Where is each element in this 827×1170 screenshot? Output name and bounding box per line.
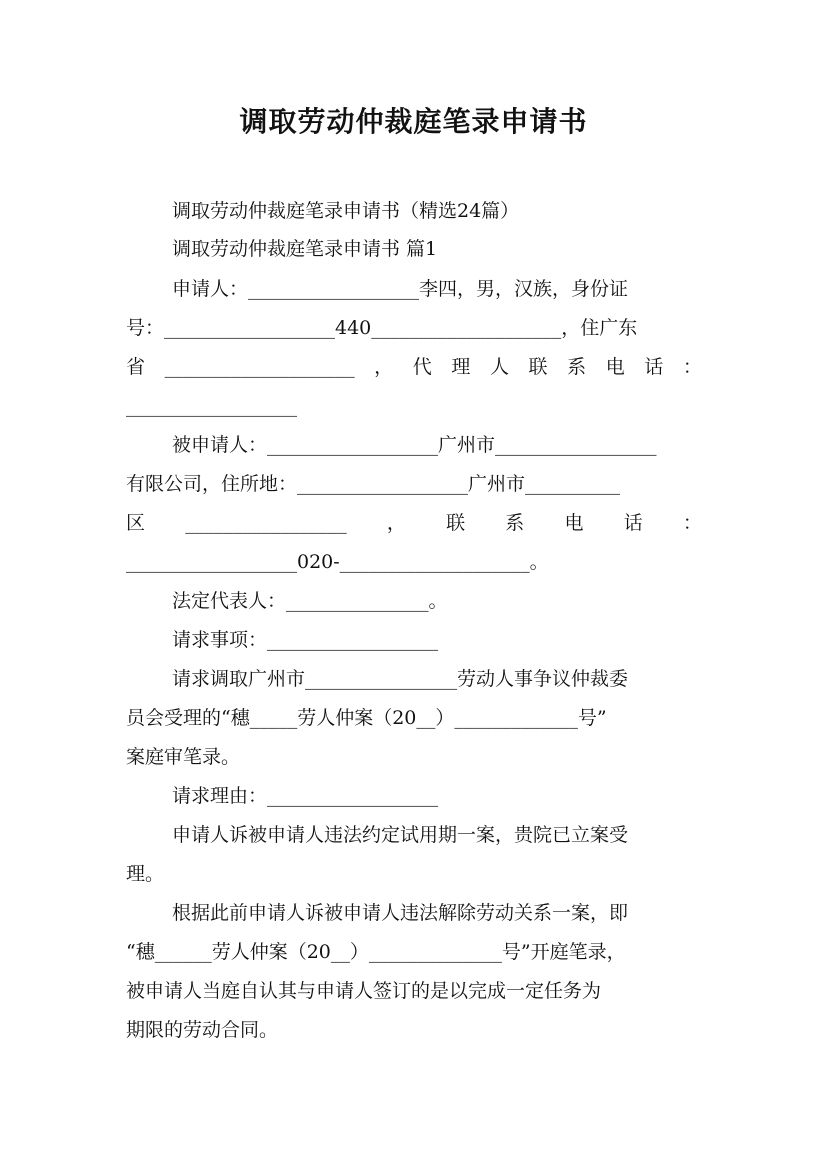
paragraph-line: 请求事项：__________________ [172, 629, 439, 651]
line-segment: ____________________ [164, 356, 355, 378]
paragraph-line: 号：__________________440____________________，住广东 [126, 317, 638, 339]
line-segment: 系 [505, 512, 525, 534]
document-title: 调取劳动仲裁庭笔录申请书 [239, 105, 588, 138]
line-segment: 电 [564, 512, 584, 534]
justified-line [126, 510, 702, 536]
line-segment: 话 [644, 356, 664, 378]
paragraph-line: “穗______劳人仲案（20__）______________号”开庭笔录， [126, 941, 626, 963]
paragraph-line: 请求调取广州市________________劳动人事争议仲裁委 [172, 668, 629, 690]
paragraph-line: 员会受理的“穗_____劳人仲案（20__）_____________号” [126, 707, 607, 729]
paragraph-line: 被申请人：__________________广州市_________________ [172, 434, 657, 456]
paragraph-line: 理。 [126, 863, 165, 885]
line-segment: 联 [446, 512, 466, 534]
line-segment: 话 [623, 512, 643, 534]
line-segment: ， [386, 512, 406, 534]
paragraph-line: 申请人：__________________李四，男，汉族，身份证 [172, 278, 629, 300]
paragraph-line: __________________ [126, 395, 297, 417]
line-segment: 联 [528, 356, 548, 378]
line-segment: _________________ [185, 512, 347, 534]
paragraph-line: 期限的劳动合同。 [126, 1019, 279, 1041]
line-segment: 系 [567, 356, 587, 378]
paragraph-line: 请求理由：__________________ [172, 785, 439, 807]
paragraph-line: 有限公司，住所地：__________________广州市__________ [126, 473, 621, 495]
line-segment: 代 [412, 356, 432, 378]
subtitle-line: 调取劳动仲裁庭笔录申请书（精选24篇） [172, 200, 520, 222]
line-segment: ： [682, 512, 702, 534]
justified-line [126, 354, 702, 380]
paragraph-line: __________________020-____________________。 [126, 551, 549, 573]
line-segment: 省 [126, 356, 146, 378]
paragraph-line: 法定代表人：_______________。 [172, 590, 448, 612]
paragraph-line: 根据此前申请人诉被申请人违法解除劳动关系一案，即 [172, 902, 629, 924]
line-segment: 理 [451, 356, 471, 378]
line-segment: 电 [605, 356, 625, 378]
line-segment: 人 [489, 356, 509, 378]
line-segment: ， [374, 356, 394, 378]
section-heading: 调取劳动仲裁庭笔录申请书 篇1 [172, 238, 438, 260]
paragraph-line: 被申请人当庭自认其与申请人签订的是以完成一定任务为 [126, 980, 602, 1002]
paragraph-line: 案庭审笔录。 [126, 746, 241, 768]
paragraph-line: 申请人诉被申请人违法约定试用期一案，贵院已立案受 [172, 824, 629, 846]
line-segment: ： [682, 356, 702, 378]
line-segment: 区 [126, 512, 146, 534]
